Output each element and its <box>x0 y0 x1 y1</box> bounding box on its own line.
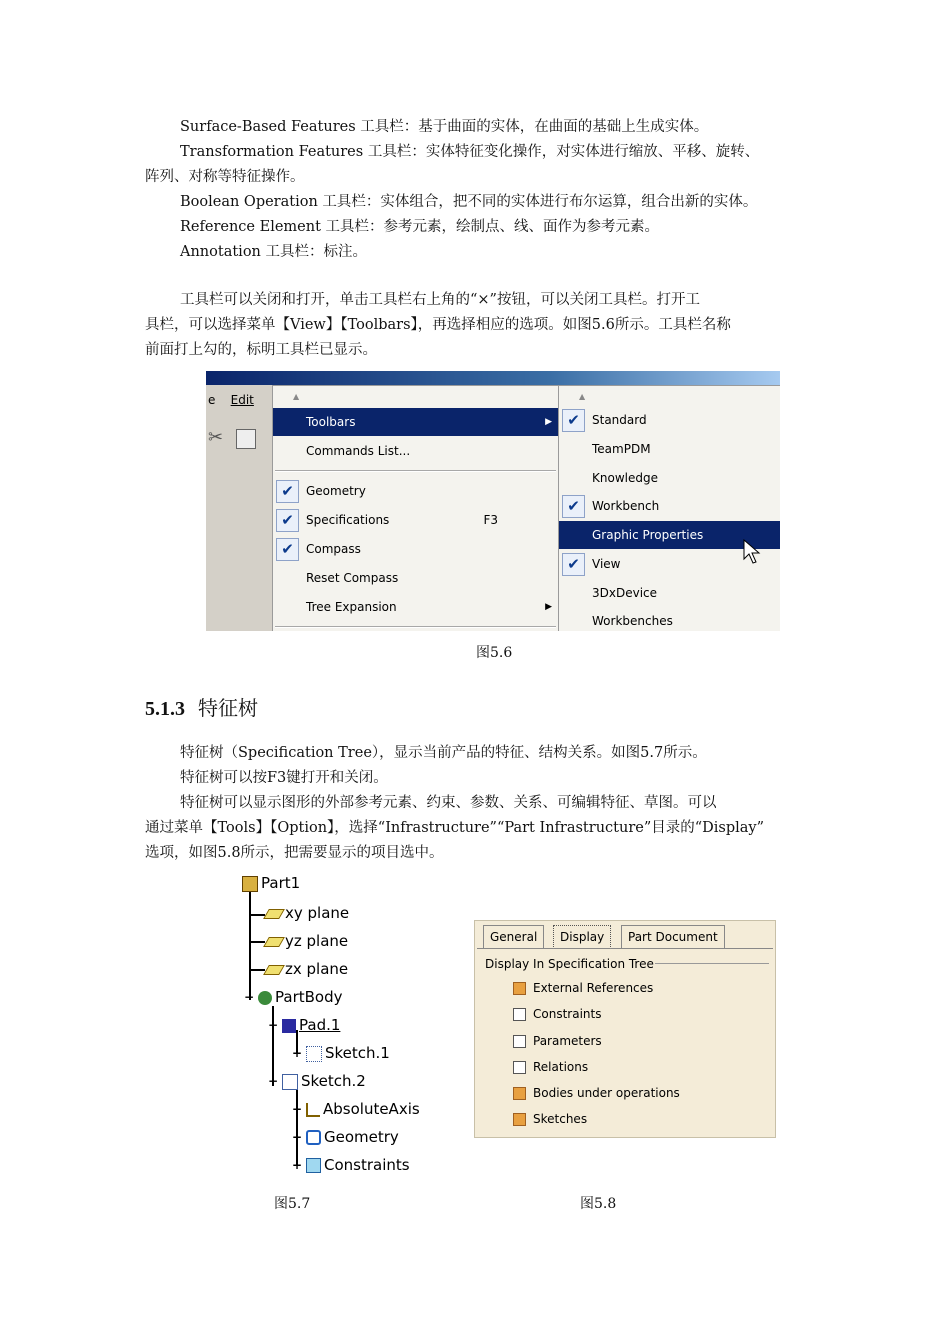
tree-node-yz-plane[interactable]: yz plane <box>266 930 348 952</box>
checkmark-icon: ✔ <box>276 509 299 532</box>
scroll-up-icon[interactable]: ▲ <box>579 392 586 401</box>
section-title: 特征树 <box>197 696 258 720</box>
tree-node-sketch1[interactable]: Sketch.1 <box>306 1042 390 1064</box>
plane-icon <box>263 909 285 919</box>
submenu-item-teampdm[interactable]: TeamPDM <box>592 442 651 456</box>
collapse-icon[interactable]: − <box>268 1018 279 1032</box>
figure-5-6-menu-screenshot <box>206 371 780 631</box>
plane-icon <box>263 937 285 947</box>
tree-node-partbody[interactable]: PartBody <box>258 986 342 1008</box>
menu-item-reset-compass[interactable]: Reset Compass <box>306 571 399 585</box>
tree-node-constraints[interactable]: Constraints <box>306 1154 410 1176</box>
menu-separator <box>275 626 556 628</box>
checkbox[interactable] <box>513 1061 526 1074</box>
scroll-up-icon[interactable]: ▲ <box>293 392 300 401</box>
para-spec-tree-display: 特征树可以显示图形的外部参考元素、约束、参数、关系、可编辑特征、草图。可以 <box>180 795 717 811</box>
menu-separator <box>275 470 556 472</box>
tree-line <box>249 890 251 1000</box>
tree-line <box>249 941 265 943</box>
expand-icon[interactable]: + <box>292 1130 303 1144</box>
submenu-item-workbench[interactable]: ✔ Workbench <box>559 492 780 520</box>
para-boolean: Boolean Operation 工具栏：实体组合，把不同的实体进行布尔运算，组合出新的实体。 <box>180 194 758 210</box>
group-separator <box>655 963 769 964</box>
para-transformation: Transformation Features 工具栏：实体特征变化操作，对实体进行缩放、平移、旋转、 <box>180 144 760 160</box>
toolbars-submenu <box>558 385 780 631</box>
checkmark-icon: ✔ <box>276 480 299 503</box>
sketch-icon <box>306 1046 322 1062</box>
axis-icon <box>306 1103 320 1117</box>
checkbox[interactable] <box>513 1008 526 1021</box>
tree-line <box>249 914 265 916</box>
expand-icon[interactable]: + <box>292 1046 303 1060</box>
submenu-item-3dxdevice[interactable]: 3DxDevice <box>592 586 658 600</box>
para-spec-tree-menu: 通过菜单【Tools】【Option】，选择“Infrastructure”“Part Infrastructure”目录的“Display” <box>145 820 765 836</box>
tab-general[interactable]: General <box>483 925 544 948</box>
menu-item-specifications[interactable]: ✔ Specifications F3 <box>273 506 558 534</box>
expand-icon[interactable]: + <box>292 1102 303 1116</box>
tree-node-geometry[interactable]: Geometry <box>306 1126 399 1148</box>
checkbox[interactable] <box>513 1035 526 1048</box>
cut-icon[interactable]: ✂ <box>208 427 224 448</box>
figure-caption-5-6: 图5.6 <box>476 645 513 661</box>
part-icon <box>242 876 258 892</box>
checkbox[interactable] <box>513 1087 526 1100</box>
tab-border <box>477 948 773 949</box>
constraints-icon <box>306 1158 321 1173</box>
para-spec-tree: 特征树（Specification Tree），显示当前产品的特征、结构关系。如图5.7所示。 <box>180 745 707 761</box>
para-surface-based: Surface-Based Features 工具栏：基于曲面的实体，在曲面的基础上生成实体。 <box>180 119 709 135</box>
tab-display[interactable]: Display <box>553 925 611 949</box>
menu-item-tree-expansion[interactable]: Tree Expansion ▶ <box>273 593 558 621</box>
window-titlebar <box>206 371 780 385</box>
submenu-arrow-icon: ▶ <box>545 602 552 612</box>
para-toolbar-check: 前面打上勾的，标明工具栏已显示。 <box>145 342 377 358</box>
figure-5-7-specification-tree <box>238 868 468 1186</box>
tree-line <box>249 969 265 971</box>
collapse-icon[interactable]: − <box>268 1074 279 1088</box>
pad-icon <box>282 1019 296 1033</box>
figure-caption-5-8: 图5.8 <box>580 1196 617 1212</box>
figure-5-8-options-panel: General Display Part Document Display In Specification Tree External References Constraints Parameters Relations Bodies under operations Sketches <box>474 920 776 1138</box>
checkbox[interactable] <box>513 1113 526 1126</box>
toolbar-icons[interactable] <box>206 423 272 453</box>
section-number: 5.1.3 <box>145 698 185 720</box>
mouse-cursor-icon <box>743 539 761 565</box>
tree-node-zx-plane[interactable]: zx plane <box>266 958 348 980</box>
edit-menu[interactable]: e Edit <box>208 393 254 407</box>
checkbox[interactable] <box>513 982 526 995</box>
submenu-item-knowledge[interactable]: Knowledge <box>592 471 658 485</box>
para-toolbar-open: 具栏，可以选择菜单【View】【Toolbars】，再选择相应的选项。如图5.6所示。工具栏名称 <box>145 317 731 333</box>
section-heading <box>145 692 258 721</box>
checkmark-icon: ✔ <box>276 538 299 561</box>
para-transformation-cont: 阵列、对称等特征操作。 <box>145 169 305 185</box>
para-reference: Reference Element 工具栏：参考元素，绘制点、线、面作为参考元素。 <box>180 219 660 235</box>
expand-icon[interactable]: + <box>292 1158 303 1172</box>
checkmark-icon: ✔ <box>562 553 585 576</box>
checkmark-icon: ✔ <box>562 495 585 518</box>
tree-node-pad1[interactable]: Pad.1 <box>282 1014 340 1036</box>
copy-icon[interactable] <box>236 429 256 449</box>
tree-node-sketch2[interactable]: Sketch.2 <box>282 1070 366 1092</box>
submenu-item-graphic-properties[interactable]: Graphic Properties <box>559 521 780 549</box>
para-spec-tree-f3: 特征树可以按F3键打开和关闭。 <box>180 770 388 786</box>
view-menu-dropdown <box>272 385 559 631</box>
tree-node-absoluteaxis[interactable]: AbsoluteAxis <box>306 1098 420 1120</box>
plane-icon <box>263 965 285 975</box>
menu-item-commands-list[interactable]: Commands List... <box>306 444 411 458</box>
tree-node-xy-plane[interactable]: xy plane <box>266 902 349 924</box>
body-icon <box>258 991 272 1005</box>
submenu-arrow-icon: ▶ <box>545 417 552 427</box>
tree-node-part1[interactable]: Part1 <box>242 872 300 894</box>
menu-item-toolbars[interactable]: Toolbars ▶ <box>273 408 558 436</box>
submenu-item-workbenches[interactable]: Workbenches <box>592 614 673 628</box>
submenu-item-standard[interactable]: ✔ Standard <box>559 406 780 434</box>
submenu-item-view[interactable]: ✔ View <box>559 550 780 578</box>
menu-item-geometry[interactable]: ✔ Geometry <box>273 477 558 505</box>
para-annotation: Annotation 工具栏：标注。 <box>180 244 367 260</box>
geometry-icon <box>306 1130 321 1145</box>
para-spec-tree-options: 选项，如图5.8所示，把需要显示的项目选中。 <box>145 845 444 861</box>
tab-part-document[interactable]: Part Document <box>621 925 725 948</box>
para-toolbar-close: 工具栏可以关闭和打开，单击工具栏右上角的“×”按钮，可以关闭工具栏。打开工 <box>180 292 700 308</box>
checkmark-icon: ✔ <box>562 409 585 432</box>
figure-caption-5-7: 图5.7 <box>274 1196 311 1212</box>
menu-item-compass[interactable]: ✔ Compass <box>273 535 558 563</box>
group-label: Display In Specification Tree <box>485 957 654 971</box>
shortcut-label: F3 <box>483 513 498 527</box>
sketch-icon <box>282 1074 298 1090</box>
collapse-icon[interactable]: − <box>244 990 255 1004</box>
